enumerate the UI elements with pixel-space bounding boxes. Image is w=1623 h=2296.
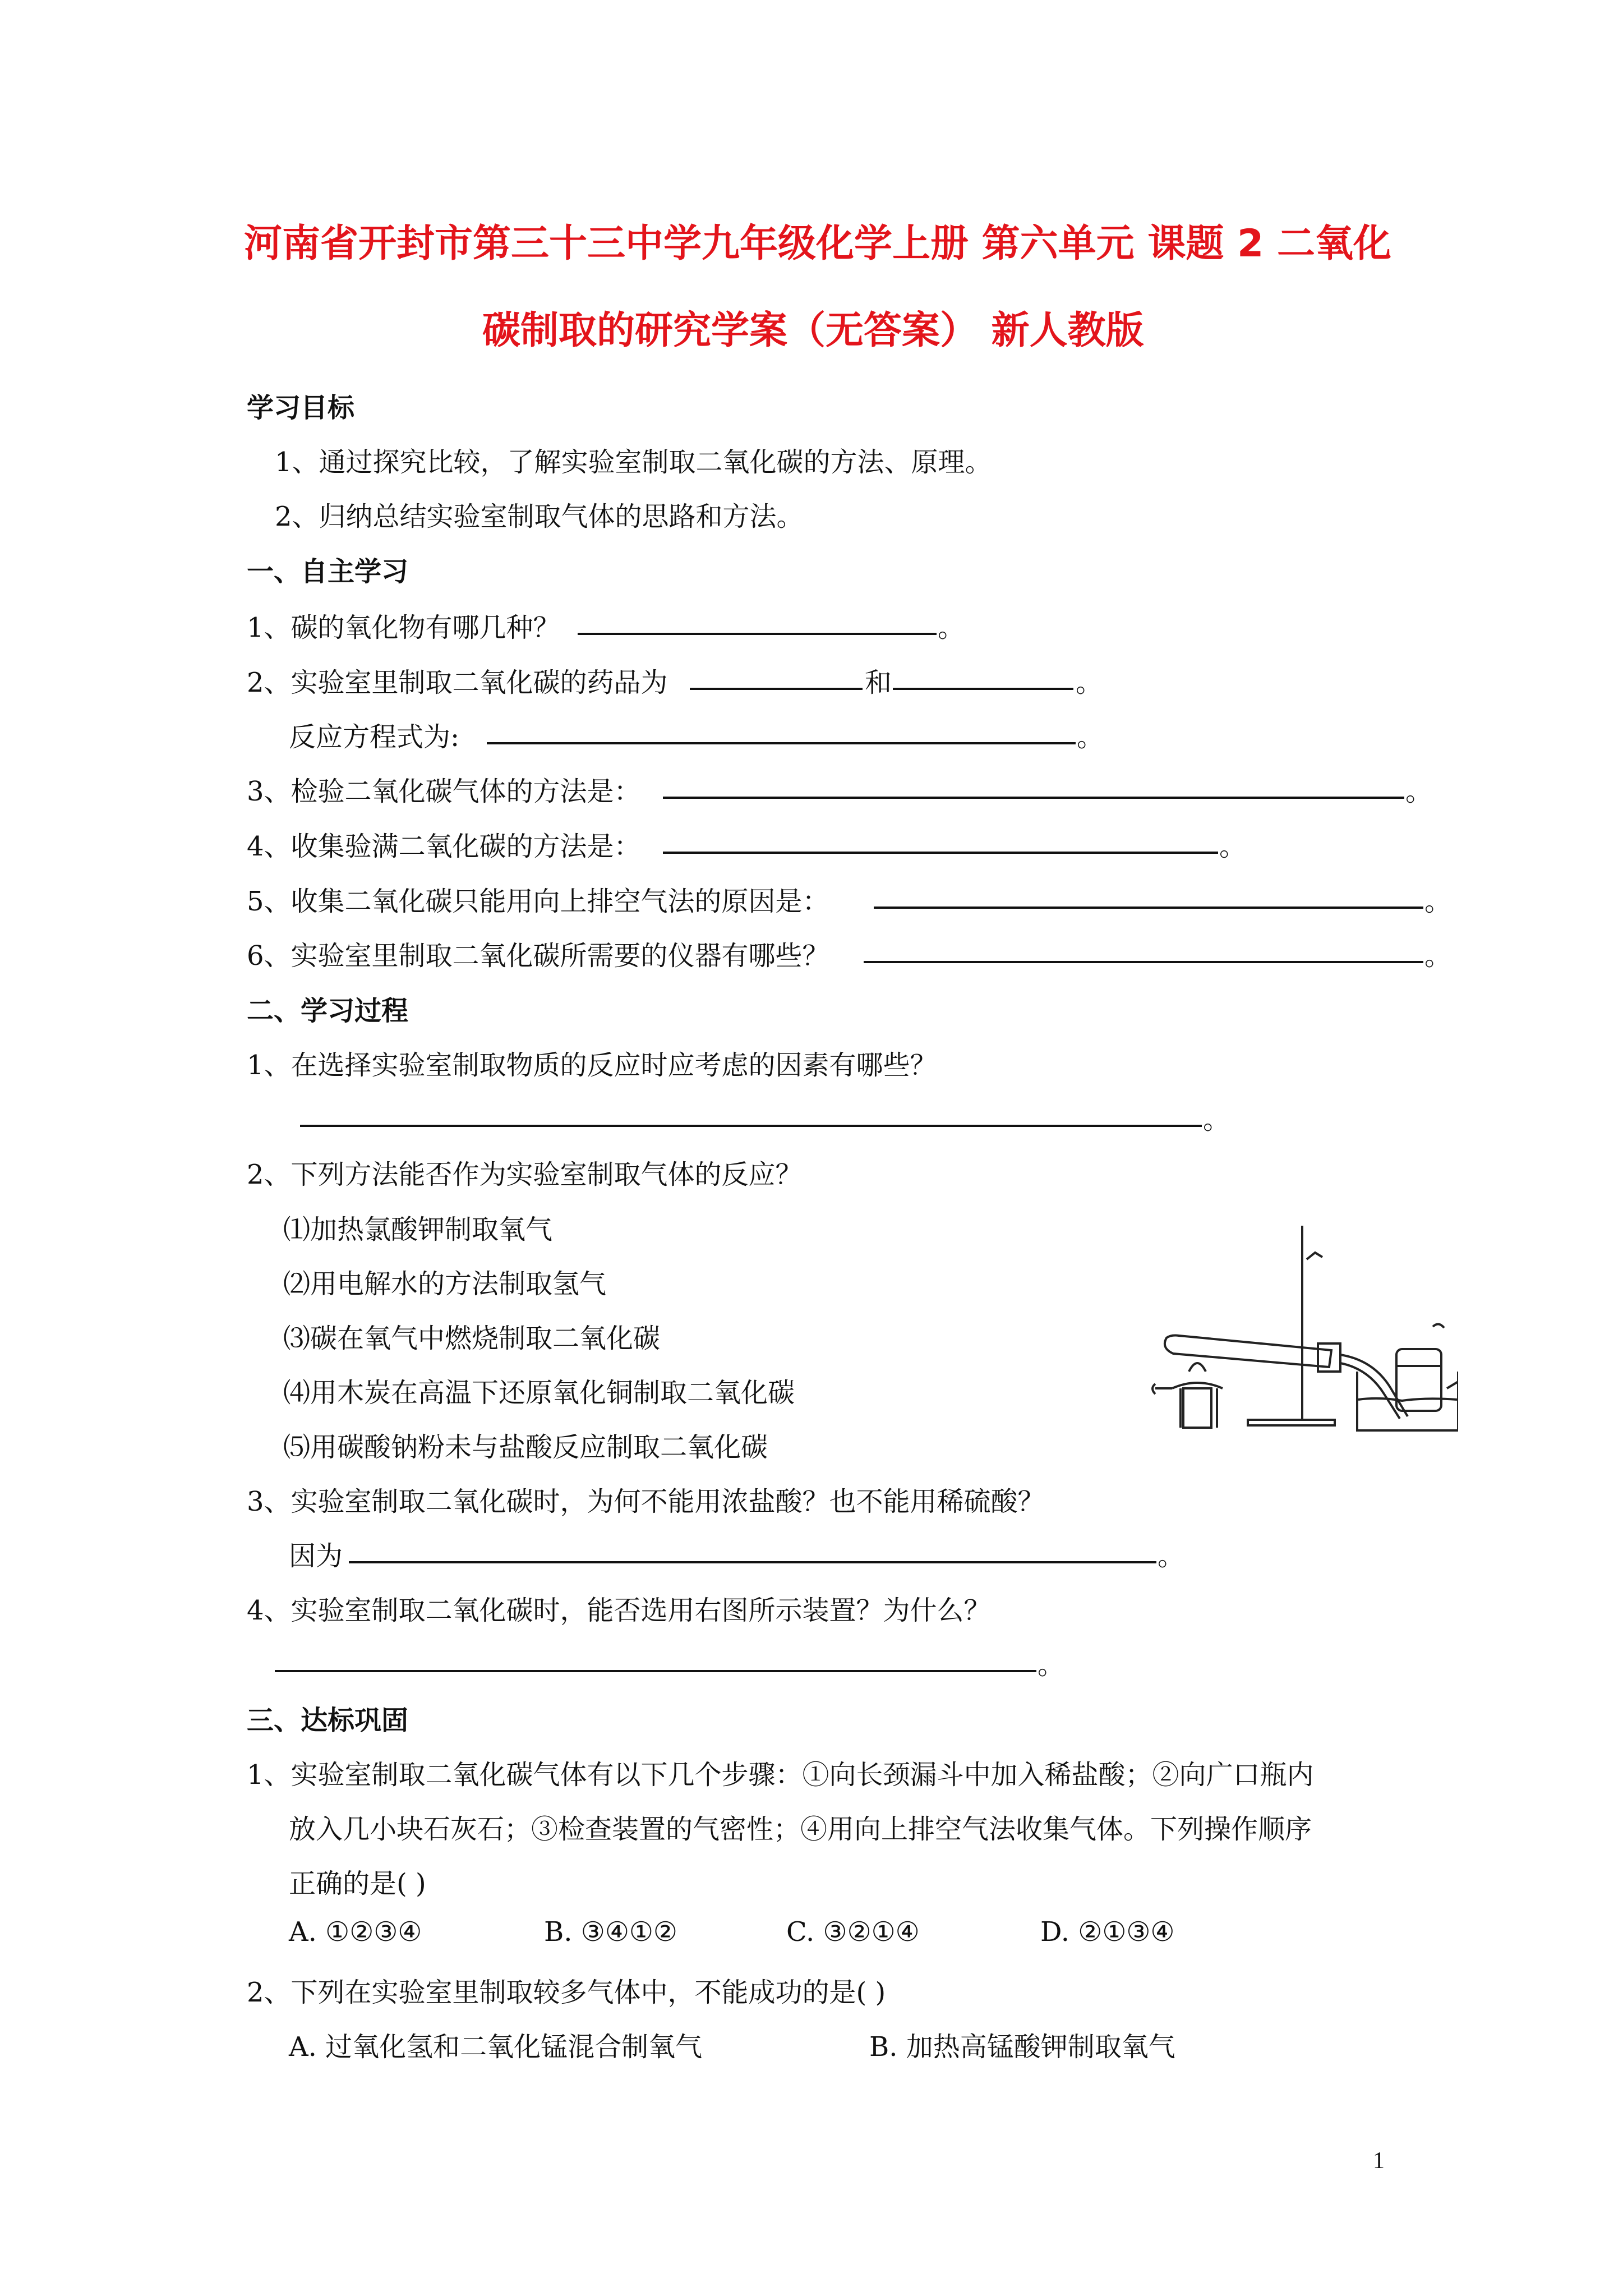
s2-question-1: 1、在选择实验室制取物质的反应时应考虑的因素有哪些？ xyxy=(247,1050,937,1081)
s1-question-1: 1、碳的氧化物有哪几种？ xyxy=(247,612,560,643)
section2-heading: 二、学习过程 xyxy=(247,995,409,1027)
answer-blank[interactable] xyxy=(864,961,1423,963)
period: 。 xyxy=(1076,667,1103,698)
answer-blank[interactable] xyxy=(300,1125,1202,1127)
period: 。 xyxy=(1203,1104,1230,1135)
s2-question-3: 3、实验室制取二氧化碳时，为何不能用浓盐酸？也不能用稀硫酸？ xyxy=(247,1486,1045,1517)
period: 。 xyxy=(1219,831,1247,862)
s1-question-3: 3、检验二氧化碳气体的方法是： xyxy=(247,776,641,807)
section1-heading: 一、自主学习 xyxy=(247,556,409,587)
choice-b[interactable]: B. ③④①② xyxy=(544,1916,677,1948)
s2-question-3-because: 因为 xyxy=(289,1540,343,1572)
period: 。 xyxy=(1077,721,1104,753)
s2-option: ⑶碳在氧气中燃烧制取二氧化碳 xyxy=(283,1323,661,1354)
answer-blank[interactable] xyxy=(893,688,1073,690)
objective-item: 1、通过探究比较，了解实验室制取二氧化碳的方法、原理。 xyxy=(275,447,992,478)
s3-question-2: 2、下列在实验室里制取较多气体中，不能成功的是( ) xyxy=(247,1977,886,2008)
s3-question-1-line3: 正确的是( ) xyxy=(289,1868,426,1899)
choice-d[interactable]: D. ②①③④ xyxy=(1040,1916,1175,1948)
s1-question-2-equation: 反应方程式为: xyxy=(289,721,460,753)
period: 。 xyxy=(1424,940,1452,972)
choice-c[interactable]: C. ③②①④ xyxy=(786,1916,920,1948)
page-number: 1 xyxy=(1373,2148,1385,2174)
s2-option: ⑵用电解水的方法制取氢气 xyxy=(283,1268,607,1300)
objective-item: 2、归纳总结实验室制取气体的思路和方法。 xyxy=(275,501,804,532)
period: 。 xyxy=(1038,1649,1065,1681)
s1-question-2-and: 和 xyxy=(865,667,892,698)
choice-a[interactable]: A. ①②③④ xyxy=(289,1916,422,1948)
period: 。 xyxy=(938,612,965,643)
page-title-line2: 碳制取的研究学案（无答案） 新人教版 xyxy=(482,309,1144,353)
answer-blank[interactable] xyxy=(349,1561,1156,1563)
period: 。 xyxy=(1405,776,1433,807)
lab-apparatus-illustration xyxy=(1144,1203,1458,1439)
choice-b[interactable]: B. 加热高锰酸钾制取氧气 xyxy=(869,2031,1175,2063)
answer-blank[interactable] xyxy=(487,742,1076,744)
answer-blank[interactable] xyxy=(874,907,1423,909)
s2-question-4: 4、实验室制取二氧化碳时，能否选用右图所示装置？为什么？ xyxy=(247,1595,991,1626)
answer-blank[interactable] xyxy=(578,633,937,635)
s1-question-6: 6、实验室里制取二氧化碳所需要的仪器有哪些？ xyxy=(247,940,829,972)
page-title-line1: 河南省开封市第三十三中学九年级化学上册 第六单元 课题 2 二氧化 xyxy=(244,222,1392,266)
s2-option: ⑸用碳酸钠粉未与盐酸反应制取二氧化碳 xyxy=(283,1432,768,1463)
s1-question-2: 2、实验室里制取二氧化碳的药品为 xyxy=(247,667,668,698)
section3-heading: 三、达标巩固 xyxy=(247,1705,409,1736)
answer-blank[interactable] xyxy=(690,688,863,690)
answer-blank[interactable] xyxy=(663,852,1218,854)
s2-option: ⑷用木炭在高温下还原氧化铜制取二氧化碳 xyxy=(283,1377,795,1409)
s1-question-4: 4、收集验满二氧化碳的方法是： xyxy=(247,831,641,862)
answer-blank[interactable] xyxy=(275,1670,1036,1672)
s2-question-2: 2、下列方法能否作为实验室制取气体的反应？ xyxy=(247,1159,803,1190)
period: 。 xyxy=(1158,1540,1185,1572)
s1-question-5: 5、收集二氧化碳只能用向上排空气法的原因是： xyxy=(247,886,829,917)
period: 。 xyxy=(1424,886,1452,917)
choice-a[interactable]: A. 过氧化氢和二氧化锰混合制氧气 xyxy=(289,2031,703,2063)
objectives-heading: 学习目标 xyxy=(247,392,355,424)
s3-question-1-line2: 放入几小块石灰石；③检查装置的气密性；④用向上排空气法收集气体。下列操作顺序 xyxy=(289,1814,1312,1845)
s3-question-1-line1: 1、实验室制取二氧化碳气体有以下几个步骤：①向长颈漏斗中加入稀盐酸；②向广口瓶内 xyxy=(247,1759,1314,1791)
s2-option: ⑴加热氯酸钾制取氧气 xyxy=(283,1214,553,1245)
answer-blank[interactable] xyxy=(663,797,1404,799)
